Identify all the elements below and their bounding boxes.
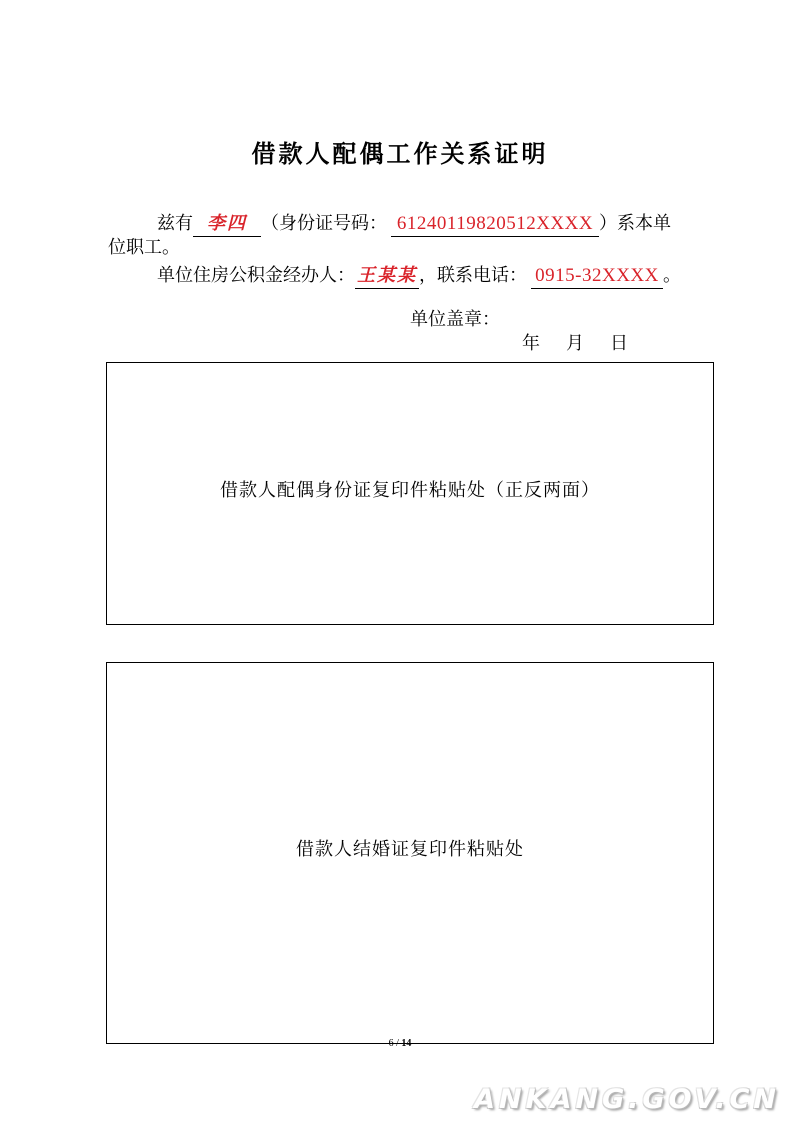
phone-field: 0915-32XXXX <box>531 264 663 289</box>
page-total: 14 <box>401 1038 412 1049</box>
statement-prefix: 兹有 <box>157 213 193 234</box>
statement-suffix: ）系本单 <box>599 213 671 234</box>
marriage-cert-paste-label: 借款人结婚证复印件粘贴处 <box>296 839 524 860</box>
spouse-name-field: 李四 <box>193 212 261 237</box>
phone-prefix-label: ，联系电话： <box>419 265 527 286</box>
date-line <box>522 330 628 358</box>
agent-name-field: 王某某 <box>355 264 419 289</box>
page-number <box>0 1038 800 1049</box>
page-current: 6 <box>388 1038 394 1049</box>
stamp-label: 单位盖章： <box>410 309 500 330</box>
date-day-label: 日 <box>610 333 628 354</box>
marriage-cert-paste-box <box>106 662 714 1044</box>
agent-prefix-label: 单位住房公积金经办人： <box>157 265 355 286</box>
date-year-label: 年 <box>522 333 540 354</box>
site-watermark: ANKANG.GOV.CN <box>474 1084 780 1115</box>
id-card-paste-box <box>106 362 714 625</box>
page-separator: / <box>393 1038 402 1049</box>
page-title: 借款人配偶工作关系证明 <box>251 140 549 168</box>
date-month-label: 月 <box>566 333 584 354</box>
line3-suffix: 。 <box>663 265 681 286</box>
statement-line-2: 位职工。 <box>108 237 180 258</box>
id-number-field: 61240119820512XXXX <box>391 212 599 237</box>
statement-line-1 <box>157 210 671 238</box>
statement-line-3 <box>157 262 681 290</box>
id-card-paste-label: 借款人配偶身份证复印件粘贴处（正反两面） <box>220 479 600 501</box>
id-prefix-label: （身份证号码： <box>261 213 387 234</box>
